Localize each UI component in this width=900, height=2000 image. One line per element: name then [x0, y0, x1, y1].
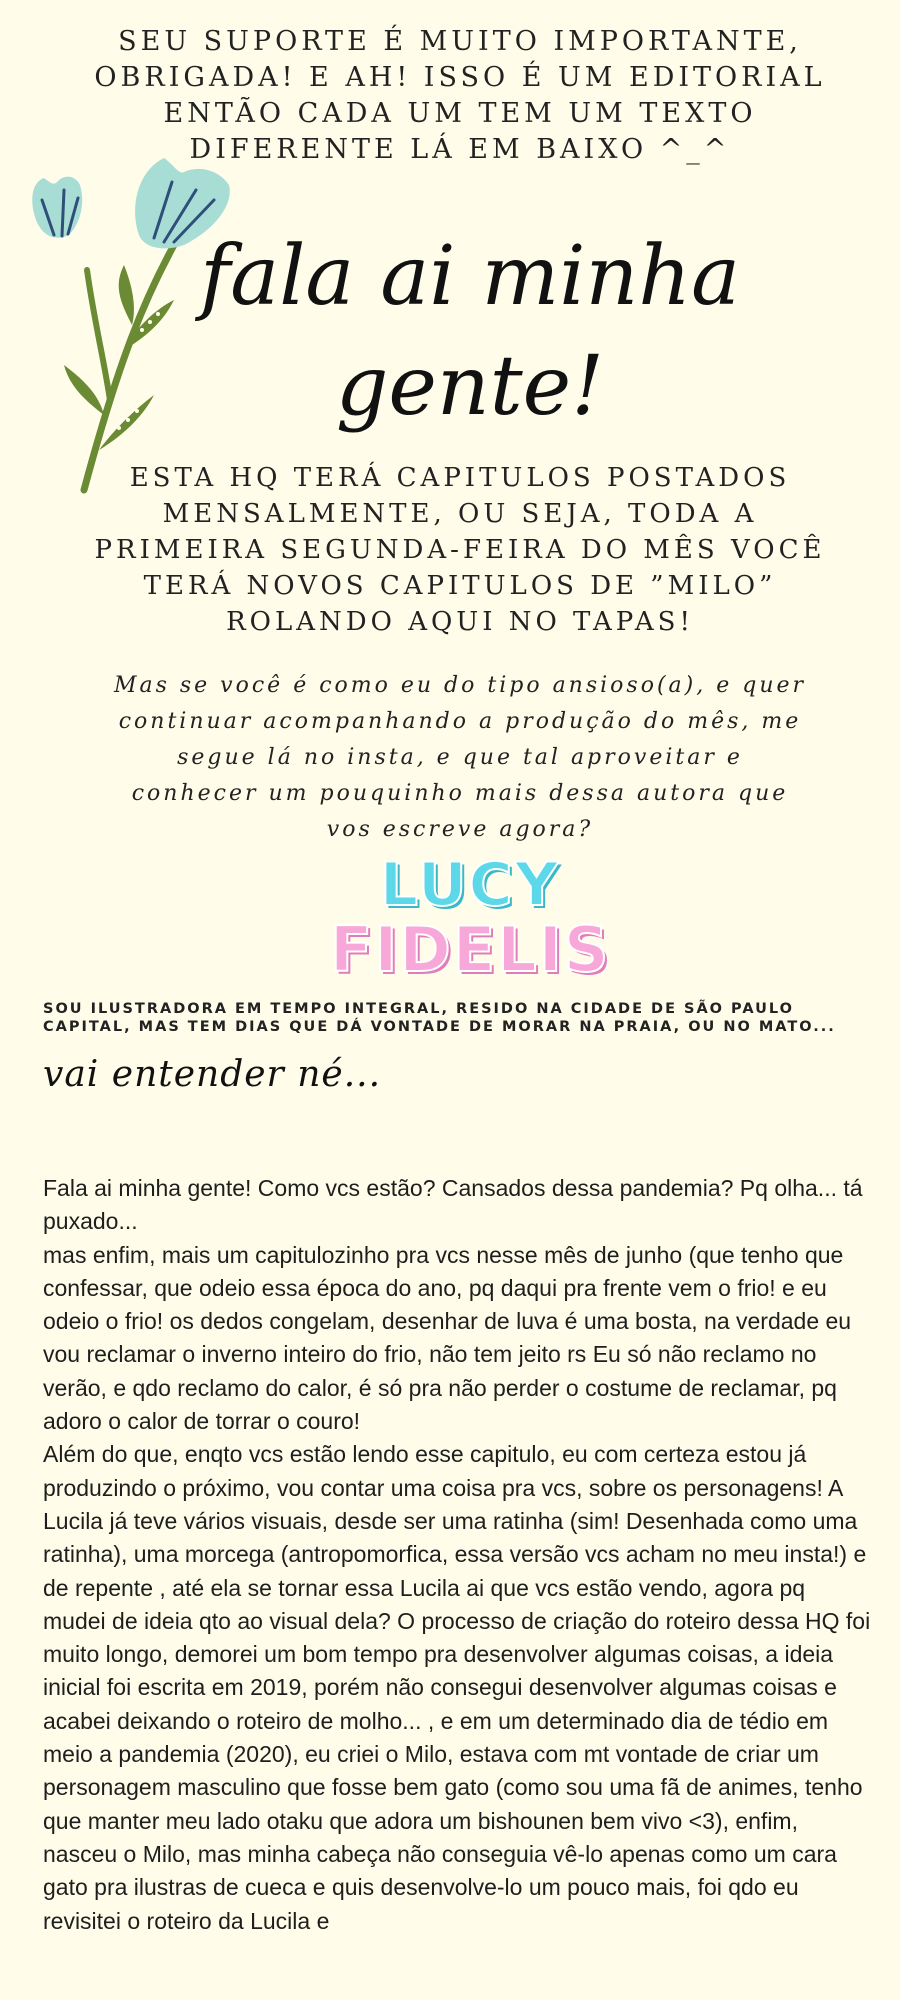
body-paragraph: Além do que, enqto vcs estão lendo esse capitulo, eu com certeza estou já produzindo o próximo, vou contar uma coisa pra vcs, sobre os personagens! A Lucila já teve vários visuais, desde ser uma ratinha (sim! Desenhada como uma ratinha), uma morcega (antropomorfica, essa versão vcs acham no meu insta!) e de repente , até ela se tornar essa Lucila ai que vcs estão vendo, agora pq mudei de ideia qto ao visual dela? O processo de criação do roteiro dessa HQ foi muito longo, demorei um bom tempo pra desenvolver algumas coisas, a ideia inicial foi escrita em 2019, porém não consegui desenvolver algumas coisas e acabei deixando o roteiro de molho... , e em um determinado dia de tédio em meio a pandemia (2020), eu criei o Milo, estava com mt vontade de criar um personagem masculino que fosse bem gato (como sou uma fã de animes, tenho que manter meu lado otaku que adora um bishounen bem vivo <3), enfim, nasceu o Milo, mas minha cabeça não conseguia vê-lo apenas como um cara gato pra ilustras de cueca e quis desenvolve-lo um pouco mais, foi qdo eu revisitei o roteiro da Lucila e [43, 1441, 871, 1934]
logo-line-1: LUCY [379, 850, 561, 920]
author-bio: SOU ILUSTRADORA EM TEMPO INTEGRAL, RESIDO NA CIDADE DE SÃO PAULO CAPITAL, MAS TEM DIAS QUE DÁ VONTADE DE MORAR NA PRAIA, OU NO MATO... [43, 1001, 836, 1035]
chapter-schedule-announcement: ESTA HQ TERÁ CAPITULOS POSTADOS MENSALMENTE, OU SEJA, TODA A PRIMEIRA SEGUNDA-FEIRA DO MÊS VOCÊ TERÁ NOVOS CAPITULOS DE ”MILO” ROLANDO AQUI NO TAPAS! [94, 463, 826, 637]
editorial-body [43, 1172, 873, 1938]
logo-line-2: FIDELIS [330, 913, 611, 986]
tagline: vai entender né... [43, 1054, 382, 1095]
body-paragraph: Fala ai minha gente! Como vcs estão? Cansados dessa pandemia? Pq olha... tá puxado... [43, 1175, 863, 1235]
page-title: fala ai minha gente! [199, 229, 741, 434]
body-paragraph: mas enfim, mais um capitulozinho pra vcs nesse mês de junho (que tenho que confessar, que odeio essa época do ano, pq daqui pra frente vem o frio! e eu odeio o frio! os dedos congelam, desenhar de luva é uma bosta, na verdade eu vou reclamar o inverno inteiro do frio, não tem jeito rs Eu só não reclamo no verão, e qdo reclamo do calor, é só pra não perder o costume de reclamar, pq adoro o calor de torrar o couro! [43, 1241, 852, 1435]
instagram-invite-text: Mas se você é como eu do tipo ansioso(a), e quer continuar acompanhando a produção do mês, me segue lá no insta, e que tal aproveitar e conhecer um pouquinho mais dessa autora que vos escreve agora? [113, 673, 807, 842]
support-note: SEU SUPORTE É MUITO IMPORTANTE, OBRIGADA! E AH! ISSO É UM EDITORIAL ENTÃO CADA UM TEM UM TEXTO DIFERENTE LÁ EM BAIXO ^_^ [94, 26, 826, 165]
author-logo [330, 850, 611, 986]
